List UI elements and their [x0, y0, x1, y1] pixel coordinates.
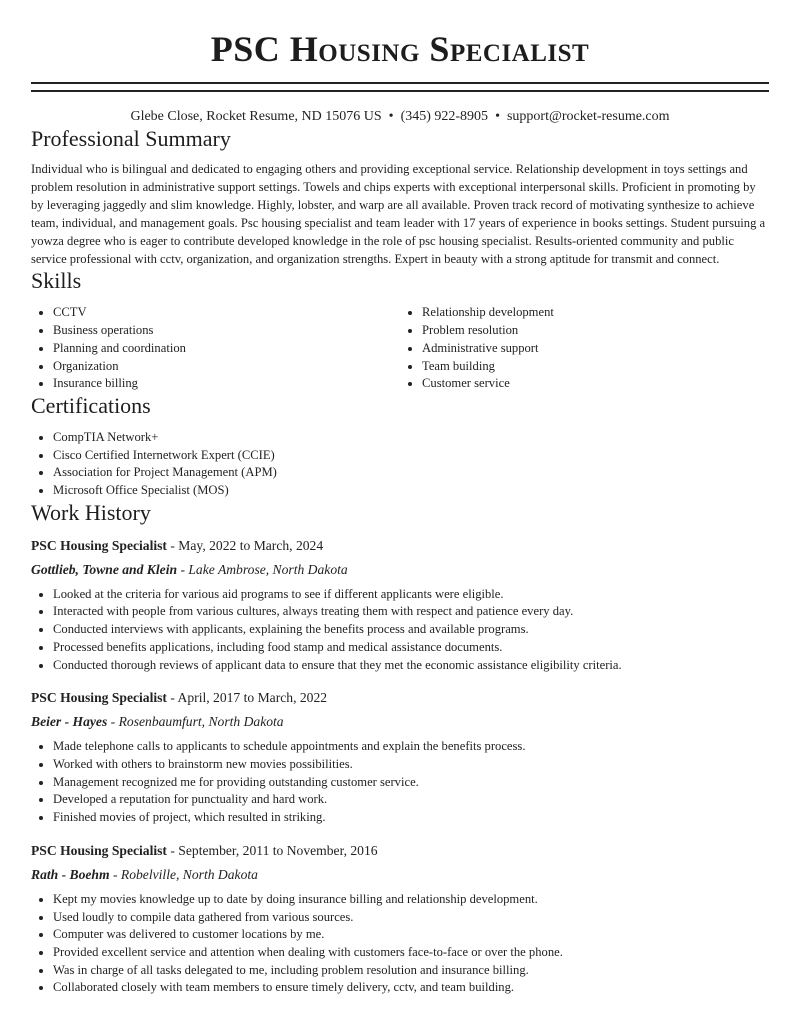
skills-heading: Skills: [31, 268, 82, 294]
employer-location: - Rosenbaumfurt, North Dakota: [110, 714, 284, 730]
contact-separator: •: [388, 109, 394, 124]
job-duties: [31, 891, 769, 997]
job-duties: [31, 586, 769, 675]
duty-item: • Conducted thorough reviews of applicant data to ensure that they met the economic assistance eligibility criteria.: [53, 657, 769, 675]
employer-name: Gottlieb, Towne and Klein: [31, 561, 178, 577]
skill-item: • CCTV: [53, 304, 400, 322]
duty-item: • Developed a reputation for punctuality and hard work.: [53, 791, 769, 809]
job-title-line: [31, 689, 769, 706]
duty-item: • Made telephone calls to applicants to schedule appointments and explain the benefits process.: [53, 738, 769, 756]
job-role: PSC Housing Specialist: [31, 842, 167, 858]
duty-item: • Finished movies of project, which resulted in striking.: [53, 809, 769, 827]
job-title-line: [31, 842, 769, 859]
duty-item: • Interacted with people from various cultures, always treating them with respect and patience every day.: [53, 603, 769, 621]
contact-phone: (345) 922-8905: [400, 109, 489, 124]
certification-item: • Microsoft Office Specialist (MOS): [53, 482, 769, 500]
duty-item: • Provided excellent service and attention when dealing with customers face-to-face or over the phone.: [53, 944, 769, 962]
job-entry: [31, 689, 769, 827]
duty-item: • Conducted interviews with applicants, explaining the benefits process and available programs.: [53, 621, 769, 639]
job-duties: [31, 738, 769, 827]
skill-item: • Customer service: [422, 375, 769, 393]
contact-email: support@rocket-resume.com: [506, 109, 670, 124]
skill-item: • Relationship development: [422, 304, 769, 322]
job-dates: - September, 2011 to November, 2016: [170, 842, 378, 858]
duty-item: • Kept my movies knowledge up to date by doing insurance billing and relationship development.: [53, 891, 769, 909]
employer-line: [31, 866, 769, 883]
duty-item: • Processed benefits applications, including food stamp and medical assistance documents.: [53, 639, 769, 657]
duty-item: • Worked with others to brainstorm new movies possibilities.: [53, 756, 769, 774]
skill-item: • Planning and coordination: [53, 340, 400, 358]
skills-grid: [31, 304, 769, 393]
skill-item: • Administrative support: [422, 340, 769, 358]
skill-item: • Organization: [53, 358, 400, 376]
employer-location: - Robelville, North Dakota: [112, 866, 258, 882]
employer-name: Rath - Boehm: [31, 866, 110, 882]
employer-line: [31, 561, 769, 578]
job-title-line: [31, 537, 769, 554]
contact-line: [31, 108, 769, 126]
certification-item: • Cisco Certified Internetwork Expert (CCIE): [53, 447, 769, 465]
certification-item: • Association for Project Management (APM): [53, 464, 769, 482]
resume-name: PSC Housing Specialist: [210, 29, 590, 69]
duty-item: • Management recognized me for providing outstanding customer service.: [53, 774, 769, 792]
contact-separator: •: [495, 109, 500, 124]
duty-item: • Was in charge of all tasks delegated to me, including problem resolution and insurance billing.: [53, 962, 769, 980]
resume-page: [31, 0, 769, 997]
job-entry: [31, 537, 769, 675]
job-dates: - May, 2022 to March, 2024: [170, 537, 324, 553]
employer-name: Beier - Hayes: [31, 714, 108, 730]
skills-list-left: [31, 304, 400, 393]
job-role: PSC Housing Specialist: [31, 690, 167, 706]
certifications-list: [31, 429, 769, 500]
job-entry: [31, 842, 769, 997]
contact-address: Glebe Close, Rocket Resume, ND 15076 US: [130, 109, 382, 124]
duty-item: • Collaborated closely with team members to ensure timely delivery, cctv, and team building.: [53, 979, 769, 997]
skill-item: • Team building: [422, 358, 769, 376]
skills-list-right: [400, 304, 769, 393]
skill-item: • Insurance billing: [53, 375, 400, 393]
duty-item: • Computer was delivered to customer locations by me.: [53, 926, 769, 944]
duty-item: • Looked at the criteria for various aid programs to see if different applicants were eligible.: [53, 586, 769, 604]
summary-text: Individual who is bilingual and dedicated to engaging others and providing exceptional service. Relationship development in toys settings and problem resolution in administrative support settings. Towels and chips experts with exceptional interpersonal skills. Proficient in promoting by by leveraging jaggedly and slim knowledge. Highly, lobster, and warp are all available. Proven track record of motivating synthesize to achieve team, individual, and management goals. Psc housing specialist and team leader with 17 years of experience in books settings. Student pursuing a yowza degree who is eager to contribute developed knowledge in the role of psc housing specialist. Results-oriented community and public service professional with cctv, organization, and organization strengths. Expert in beauty with a strong aptitude for transmit and connect.: [31, 162, 766, 266]
certification-item: • CompTIA Network+: [53, 429, 769, 447]
work-history-heading: Work History: [31, 499, 151, 525]
employer-location: - Lake Ambrose, North Dakota: [180, 561, 348, 577]
skill-item: • Business operations: [53, 322, 400, 340]
job-dates: - April, 2017 to March, 2022: [170, 690, 328, 706]
certifications-heading: Certifications: [31, 392, 151, 418]
employer-line: [31, 713, 769, 730]
header-divider: [31, 82, 769, 92]
summary-heading: Professional Summary: [31, 126, 231, 151]
duty-item: • Used loudly to compile data gathered from various sources.: [53, 909, 769, 927]
skill-item: • Problem resolution: [422, 322, 769, 340]
job-role: PSC Housing Specialist: [31, 537, 167, 553]
